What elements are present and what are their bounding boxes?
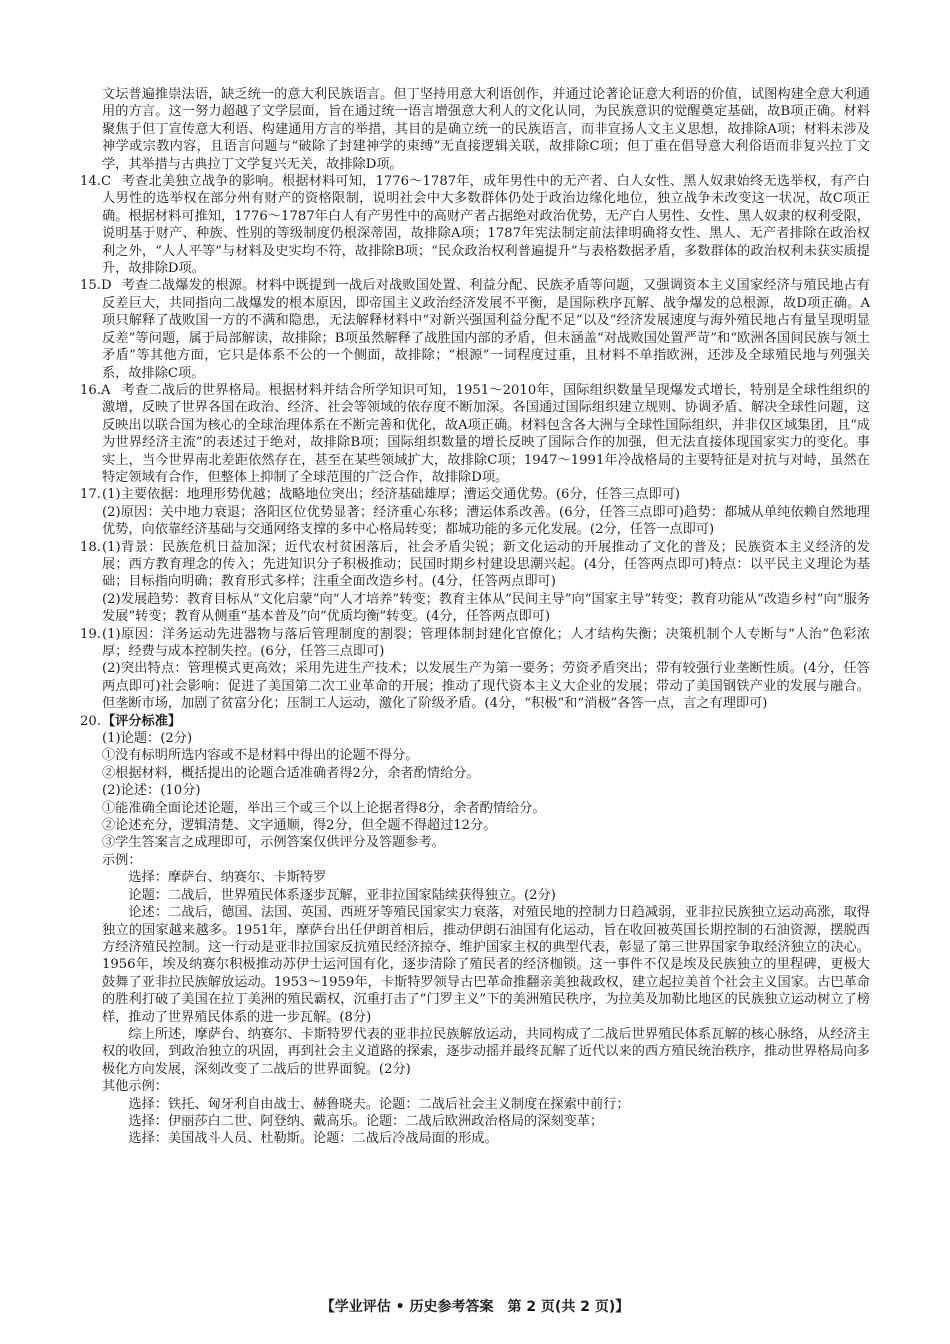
answer-18-part2: (2)发展趋势：教育目标从“文化启蒙”向“人才培养”转变；教育主体从“民间主导”向“国家主导”转变；教育功能从“改造乡村”向“服务发展”转变；教育从侧重“基本普及”向“优质均衡”转变。(4分，任答两点即可) xyxy=(102,591,870,625)
scoring-thesis-rule-1: ①没有标明所选内容或不是材料中得出的论题不得分。 xyxy=(102,748,419,764)
answer-17-part1: (1)主要依据：地理形势优越；战略地位突出；经济基础雄厚；漕运交通优势。(6分，任答三点即可) xyxy=(102,487,681,503)
answer-17-part2: (2)原因：关中地力衰退；洛阳区位优势显著；经济重心东移；漕运体系改善。(6分，任答三点即可)趋势：都城从单纯依赖自然地理优势，向依靠经济基础与交通网络支撑的多中心格局转变；都城功能的多元化发展。(2分，任答一点即可) xyxy=(102,504,870,538)
scoring-argument-rule-2: ②论述充分，逻辑清楚、文字通顺，得2分，但全题不得超过12分。 xyxy=(102,818,497,834)
answer-19-part1: (1)原因：洋务运动先进器物与落后管理制度的割裂；管理体制封建化官僚化；人才结构失衡；决策机制个人专断与“人治”色彩浓厚；经费与成本控制失控。(6分，任答三点即可) xyxy=(102,626,870,659)
answer-content xyxy=(80,86,870,1148)
answer-20-number: 20. xyxy=(80,713,101,729)
answer-18 xyxy=(80,539,870,626)
answer-15-number: 15.D xyxy=(80,278,112,294)
example-heading: 示例： xyxy=(102,852,142,868)
answer-16 xyxy=(80,382,870,486)
scoring-thesis-heading: (1)论题：(2分) xyxy=(102,731,193,747)
scoring-argument-heading: (2)论述：(10分) xyxy=(102,783,201,799)
answer-19-number: 19. xyxy=(80,626,101,642)
answer-16-number: 16.A xyxy=(80,382,111,398)
answer-19-part2: (2)突出特点：管理模式更高效；采用先进生产技术；以发展生产为第一要务；劳资矛盾突出；带有较强行业垄断性质。(4分，任答两点即可)社会影响：促进了美国第二次工业革命的开展；推动了现代资本主义大企业的发展；带动了美国钢铁产业的发展与融合。但垄断市场，加剧了贫富分化；压制工人运动，激化了阶级矛盾。(4分，“积极”和“消极”各答一点，言之有理即可) xyxy=(102,661,870,712)
example-choice: 选择：摩萨台、纳赛尔、卡斯特罗 xyxy=(128,870,327,886)
answer-17 xyxy=(80,486,870,538)
other-example-3: 选择：美国战斗人员、杜勒斯。论题：二战后冷战局面的形成。 xyxy=(128,1131,498,1147)
other-examples-heading: 其他示例： xyxy=(102,1079,168,1095)
other-example-1: 选择：铁托、匈牙利自由战士、赫鲁晓夫。论题：二战后社会主义制度在探索中前行； xyxy=(128,1096,630,1112)
answer-19 xyxy=(80,626,870,713)
example-argument: 论述：二战后，德国、法国、英国、西班牙等殖民国家实力衰落，对殖民地的控制力日趋减弱，亚非拉民族独立运动高涨，取得独立的国家越来越多。1951年，摩萨台出任伊朗首相后，推动伊朗石油国有化运动，旨在收回被英国长期控制的石油资源，摆脱西方经济殖民控制。这一行动是亚非拉国家反抗殖民经济掠夺、维护国家主权的典型代表，彰显了第三世界国家争取经济独立的决心。1956年，埃及纳赛尔积极推动苏伊士运河国有化，逐步清除了殖民者的经济枷锁。这一事件不仅是埃及民族独立的里程碑，更极大鼓舞了亚非拉民族解放运动。1953～1959年，卡斯特罗领导古巴革命推翻亲美独裁政权，建立起拉美首个社会主义国家。古巴革命的胜利打破了美国在拉丁美洲的殖民霸权，沉重打击了“门罗主义”下的美洲殖民秩序，为拉美及加勒比地区的民族独立运动树立了榜样，推动了世界殖民体系的进一步瓦解。(8分) xyxy=(102,905,870,1025)
example-conclusion: 综上所述，摩萨台、纳赛尔、卡斯特罗代表的亚非拉民族解放运动，共同构成了二战后世界殖民体系瓦解的核心脉络，从经济主权的收回，到政治独立的巩固，再到社会主义道路的探索，逐步动摇并最终瓦解了近代以来的西方殖民统治秩序，推动世界格局向多极化方向发展，深刻改变了二战后的世界面貌。(2分) xyxy=(102,1026,870,1077)
answer-14 xyxy=(80,173,870,277)
q13-continuation: 文坛普遍推崇法语，缺乏统一的意大利民族语言。但丁坚持用意大利语创作，并通过论著论证意大利语的价值，试图构建全意大利通用的方言。这一努力超越了文学层面，旨在通过统一语言增强意大利人的文化认同，为民族意识的觉醒奠定基础，故B项正确。材料聚焦于但丁宣传意大利语、构建通用方言的举措，其目的是确立统一的民族语言，而非宣扬人文主义思想，故排除A项；材料未涉及神学或宗教内容，且语言问题与“破除了封建神学的束缚”无直接逻辑关联，故排除C项；但丁重在倡导意大利俗语而非复兴拉丁文学，其举措与古典拉丁文学复兴无关，故排除D项。 xyxy=(102,87,870,172)
scoring-argument-rule-1: ①能准确全面论述论题，举出三个或三个以上论据者得8分，余者酌情给分。 xyxy=(102,800,546,816)
answer-16-text: 考查二战后的世界格局。根据材料并结合所学知识可知，1951～2010年，国际组织数量呈现爆发式增长，特别是全球性组织的激增，反映了世界各国在政治、经济、社会等领域的依存度不断加深。各国通过国际组织建立规则、协调矛盾、解决全球性问题，这反映出以联合国为核心的全球治理体系在不断完善和优化，故A项正确。材料包含各大洲与全球性国际组织，并非仅区域集团，且“成为世界经济主流”的表述过于绝对，故排除B项；国际组织数量的增长反映了国际合作的加强，但无法直接体现国家实力的变化。事实上，当今世界南北差距依然存在，甚至在某些领域扩大，故排除C项；1947～1991年冷战格局的主要特征是对抗与对峙，虽然在特定领域有合作，但整体上抑制了全球范围的广泛合作，故排除D项。 xyxy=(102,382,870,485)
answer-18-part1: (1)背景：民族危机日益加深；近代农村贫困落后，社会矛盾尖锐；新文化运动的开展推动了文化的普及；民族资本主义经济的发展；西方教育理念的传入；先进知识分子积极推动；民国时期乡村建设思潮兴起。(4分，任答两点即可)特点：以平民主义理论为基础；目标指向明确；教育形式多样；注重全面改造乡村。(4分，任答两点即可) xyxy=(102,539,870,590)
answer-14-number: 14.C xyxy=(80,174,112,190)
answer-15 xyxy=(80,277,870,381)
answer-14-text: 考查北美独立战争的影响。根据材料可知，1776～1787年，成年男性中的无产者、白人女性、黑人奴隶始终无选举权，有产白人男性的选举权在部分州有财产的资格限制，说明社会中大多数群体仍处于政治边缘化地位，独立战争未改变这一状况，故C项正确。根据材料可推知，1776～1787年白人有产男性中的高财产者占据绝对政治优势，无产白人男性、女性、黑人奴隶的权利受限，说明基于财产、种族、性别的等级制度仍根深蒂固，故排除A项；1787年宪法制定前法律明确将女性、黑人、无产者排除在政治权利之外，“人人平等”与材料及史实均不符，故排除B项；“民众政治权利普遍提升”与表格数据矛盾，多数群体的政治权利未获实质提升，故排除D项。 xyxy=(102,174,870,277)
scoring-thesis-rule-2: ②根据材料，概括提出的论题合适准确者得2分，余者酌情给分。 xyxy=(102,765,480,781)
answer-15-text: 考查二战爆发的根源。材料中既提到一战后对战败国处置、利益分配、民族矛盾等问题，又强调资本主义国家经济与殖民地占有反差巨大，共同指向二战爆发的根本原因，即帝国主义政治经济发展不平衡，是国际秩序瓦解、战争爆发的总根源，故D项正确。A项只解释了战败国一方的不满和隐患，无法解释材料中“对新兴强国利益分配不足”以及“经济发展速度与海外殖民地占有量呈现明显反差”等问题，属于局部解读，故排除；B项虽然解释了战胜国内部的矛盾，但未涵盖“对战败国处置严苛”和“欧洲各国间民族与领土矛盾”等其他方面，它只是体系不公的一个侧面，故排除；“根源”一词程度过重，且材料不单指欧洲，还涉及全球殖民地与列强关系，故排除C项。 xyxy=(102,278,870,381)
answer-17-number: 17. xyxy=(80,487,101,503)
example-thesis: 论题：二战后，世界殖民体系逐步瓦解，亚非拉国家陆续获得独立。(2分) xyxy=(128,887,556,903)
answer-18-number: 18. xyxy=(80,539,101,555)
other-example-2: 选择：伊丽莎白二世、阿登纳、戴高乐。论题：二战后欧洲政治格局的深刻变革； xyxy=(128,1113,604,1129)
answer-20 xyxy=(80,713,870,1148)
scoring-standard-title: 【评分标准】 xyxy=(102,713,182,729)
scoring-argument-rule-3: ③学生答案言之成理即可，示例答案仅供评分及答题参考。 xyxy=(102,835,445,851)
page-footer: 【学业评估 • 历史参考答案 第 2 页(共 2 页)】 xyxy=(320,1299,630,1315)
